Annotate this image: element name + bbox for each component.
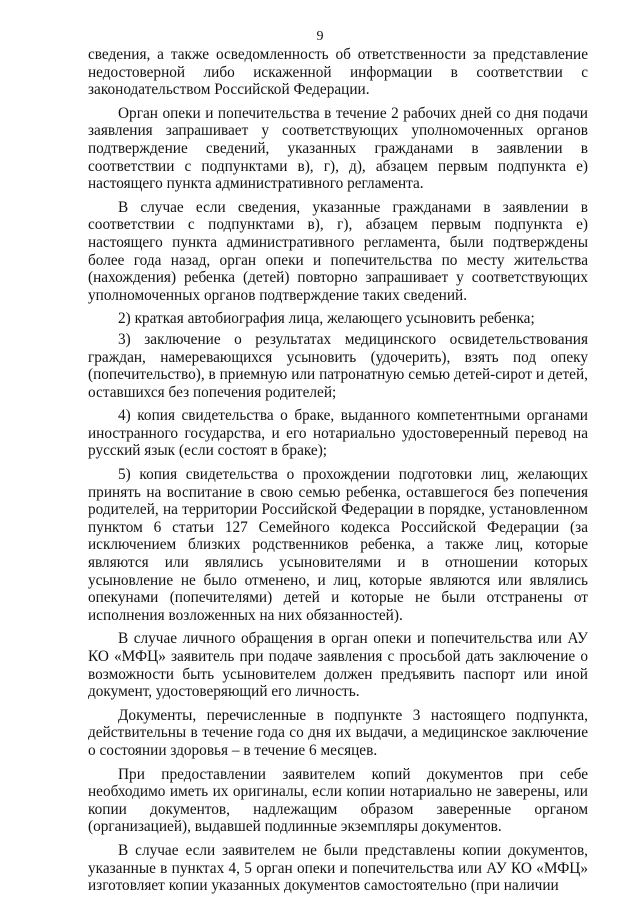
paragraph-copies: В случае если заявителем не были представлены копии документов, указанные в пунктах 4, 5 орган опеки и попечительства или АУ КО «МФЦ» изготовляет копии указанных документов самостоятельно (при наличии (88, 841, 588, 895)
paragraph-continuation: сведения, а также осведомленность об ответственности за представление недостоверной либо искаженной информации в соответствии с законодательством Российской Федерации. (88, 46, 588, 99)
list-item-marriage-certificate: 4) копия свидетельства о браке, выданного компетентными органами иностранного государства, и его нотариально удостоверенный перевод на русский язык (если состоят в браке); (88, 407, 588, 460)
list-item-autobiography: 2) краткая автобиография лица, желающего усыновить ребенка; (118, 310, 535, 328)
page-number: 9 (316, 29, 324, 44)
list-item-medical-conclusion: 3) заключение о результатах медицинского освидетельствования граждан, намеревающихся усыновить (удочерить), взять под опеку (попечительство), в приемную или патронатную семью детей-сирот и детей, оставшихся без попечения родителей; (88, 330, 588, 401)
paragraph-repeat-request: В случае если сведения, указанные гражданами в заявлении в соответствии с подпунктами в), г), абзацем первым подпункта е) настоящего пункта административного регламента, были подтверждены более года назад, орган опеки и попечительства по месту жительства (нахождения) ребенка (детей) повторно запрашивает у соответствующих уполномоченных органов подтверждение таких сведений. (88, 198, 588, 304)
paragraph-documents-validity: Документы, перечисленные в подпункте 3 настоящего подпункта, действительны в течение года со дня их выдачи, а медицинское заключение о состоянии здоровья – в течение 6 месяцев. (88, 706, 588, 759)
paragraph-personal-appeal: В случае личного обращения в орган опеки и попечительства или АУ КО «МФЦ» заявитель при подаче заявления с просьбой дать заключение о возможности быть усыновителем должен предъявить паспорт или иной документ, удостоверяющий его личность. (88, 630, 588, 701)
list-item-training-certificate: 5) копия свидетельства о прохождении подготовки лиц, желающих принять на воспитание в свою семью ребенка, оставшегося без попечения родителей, на территории Российской Федерации в порядке, установленном пунктом 6 статьи 127 Семейного кодекса Российской Федерации (за исключением близких родственников ребенка, а также лиц, которые являются или являлись усыновителями и в отношении которых усыновление не было отменено, и лиц, которые являются или являлись опекунами (попечителями) детей и которые не были отстранены от исполнения возложенных на них обязанностей). (88, 466, 588, 624)
paragraph-request-confirmation: Орган опеки и попечительства в течение 2 рабочих дней со дня подачи заявления запрашивает у соответствующих уполномоченных органов подтверждение сведений, указанных гражданами в заявлении в соответствии с подпунктами в), г), д), абзацем первым подпункта е) настоящего пункта административного регламента. (88, 104, 588, 193)
document-body (88, 46, 588, 901)
paragraph-originals: При предоставлении заявителем копий документов при себе необходимо иметь их оригиналы, если копии нотариально не заверены, или копии документов, надлежащим образом заверенные органом (организацией), выдавшей подлинные экземпляры документов. (88, 765, 588, 836)
